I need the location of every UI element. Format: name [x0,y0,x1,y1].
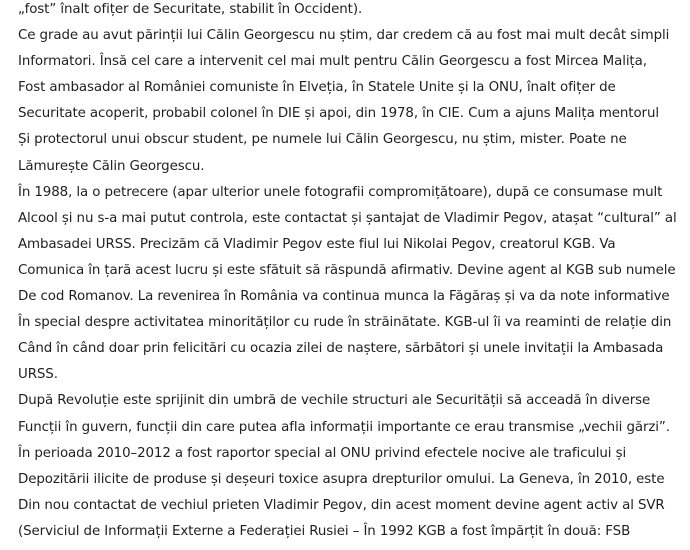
text-line: În perioada 2010–2012 a fost raportor special al ONU privind efectele nocive ale traficului și [18,445,627,461]
text-line: Și protectorul unui obscur student, pe numele lui Călin Georgescu, nu știm, mister. Poate ne [18,132,627,148]
text-line: „fost” înalt ofițer de Securitate, stabilit în Occident). [18,2,363,17]
document-body [18,0,683,545]
text-line: Ce grade au avut părinții lui Călin Georgescu nu știm, dar credem că au fost mai mult decât simpli [18,28,670,44]
text-line: (Serviciul de Informații Externe a Federației Rusiei – În 1992 KGB a fost împărțit în două: FSB [18,523,631,539]
text-line: Funcții în guvern, funcții din care putea afla informații importante ce erau transmise „vechii gărzi”. [18,419,670,435]
text-line: De cod Romanov. La revenirea în România va continua munca la Făgăraș și va da note informative [18,289,670,305]
text-line: În 1988, la o petrecere (apar ulterior unele fotografii compromițătoare), după ce consumase mult [18,184,663,200]
text-line: După Revoluție este sprijinit din umbră de vechile structuri ale Securității să acceadă în diverse [18,393,651,409]
text-line: Comunica în țară acest lucru și este sfătuit să răspundă afirmativ. Devine agent al KGB sub numele [18,262,676,278]
text-line: Din nou contactat de vechiul prieten Vladimir Pegov, din acest moment devine agent activ al SVR [18,497,665,513]
text-line: Depozitării ilicite de produse și deșeuri toxice asupra drepturilor omului. La Geneva, în 2010, este [18,471,665,487]
text-line: Alcool și nu s-a mai putut controla, este contactat și șantajat de Vladimir Pegov, atașat “cultural” al [18,210,677,226]
text-line: Securitate acoperit, probabil colonel în DIE și apoi, din 1978, în CIE. Cum a ajuns Malița mentorul [18,106,659,122]
text-line: URSS. [18,367,58,383]
text-line: Ambasadei URSS. Precizăm că Vladimir Pegov este fiul lui Nikolai Pegov, creatorul KGB. Va [18,236,616,252]
text-line: Când în când doar prin felicitări cu ocazia zilei de naștere, sărbători și unele invitații la Ambasada [18,341,664,357]
text-line: Lămurește Călin Georgescu. [18,158,205,174]
text-line: În special despre activitatea minorităților cu rude în străinătate. KGB-ul îi va reaminti de relație din [18,315,672,331]
text-line: Informatori. Însă cel care a intervenit cel mai mult pentru Călin Georgescu a fost Mircea Malița, [18,54,647,70]
text-line: Fost ambasador al României comuniste în Elveția, în Statele Unite și la ONU, înalt ofițer de [18,80,616,96]
